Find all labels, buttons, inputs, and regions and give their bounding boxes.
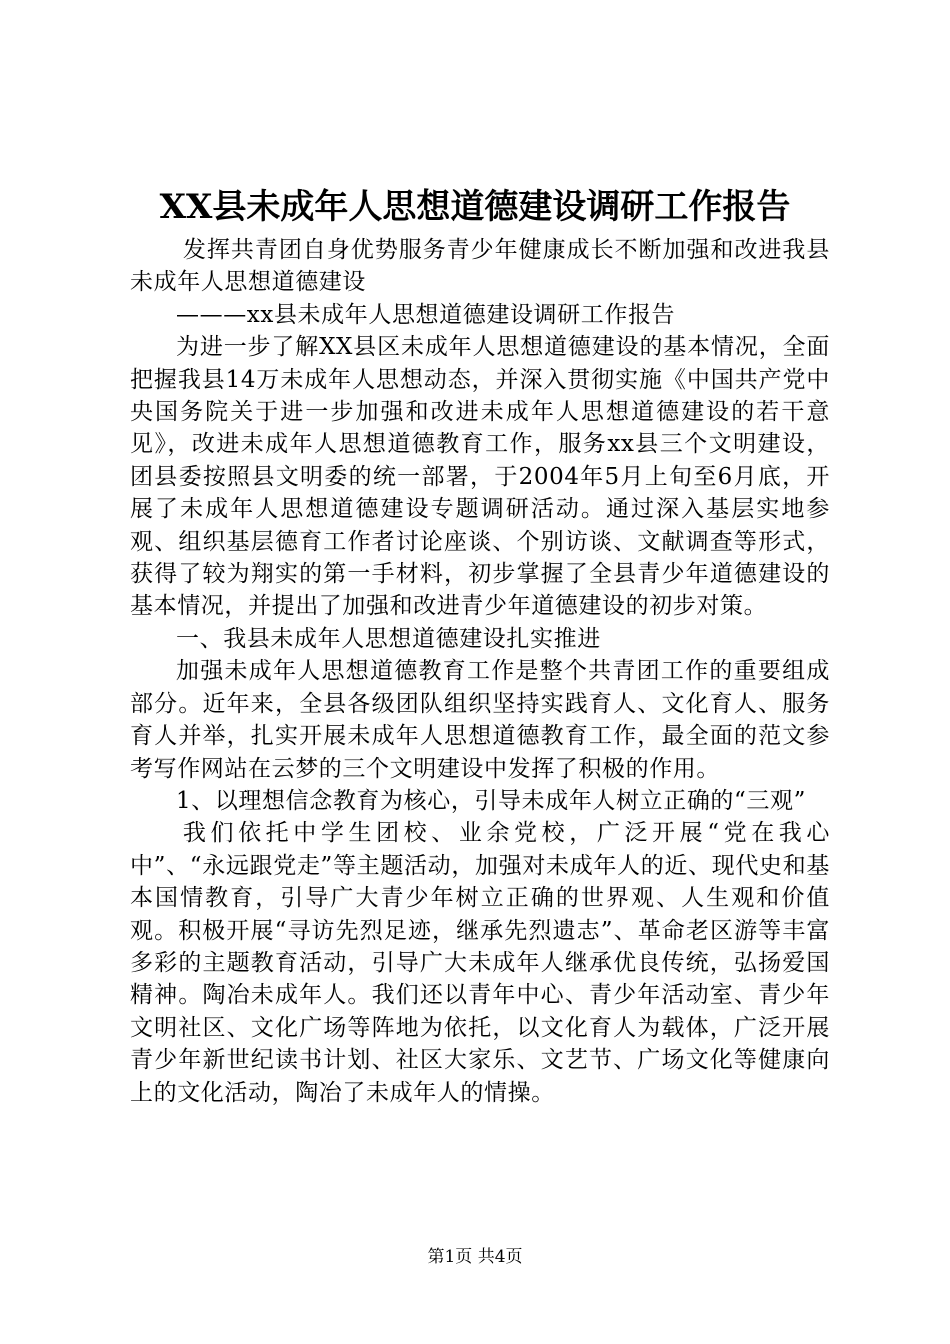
subsection-heading-1: 1、以理想信念教育为核心，引导未成年人树立正确的“三观”: [176, 787, 806, 814]
paragraph-intro: 为进一步了解XX县区未成年人思想道德建设的基本情况，全面把握我县14万未成年人思想动态，并深入贯彻实施《中国共产党中央国务院关于进一步加强和改进未成年人思想道德建设的若干意见》，改进未成年人思想道德教育工作，服务xx县三个文明建设，团县委按照县文明委的统一部署，于2004年5月上旬至6月底，开展了未成年人思想道德建设专题调研活动。通过深入基层实地参观、组织基层德育工作者讨论座谈、个别访谈、文献调查等形式，获得了较为翔实的第一手材料，初步掌握了全县青少年道德建设的基本情况，并提出了加强和改进青少年道德建设的初步对策。: [130, 334, 830, 620]
document-title: XX县未成年人思想道德建设调研工作报告: [159, 187, 791, 227]
paragraph-heading-theme: 发挥共青团自身优势服务青少年健康成长不断加强和改进我县未成年人思想道德建设: [130, 237, 830, 296]
page-number-footer: 第1页 共4页: [427, 1247, 523, 1267]
paragraph-subsection-1: 我们依托中学生团校、业余党校，广泛开展“党在我心中”、“永远跟党走”等主题活动，加强对未成年人的近、现代史和基本国情教育，引导广大青少年树立正确的世界观、人生观和价值观。积极开展“寻访先烈足迹，继承先烈遗志”、革命老区游等丰富多彩的主题教育活动，引导广大未成年人继承优良传统，弘扬爱国精神。陶冶未成年人。我们还以青年中心、青少年活动室、青少年文明社区、文化广场等阵地为依托，以文化育人为载体，广泛开展青少年新世纪读书计划、社区大家乐、文艺节、广场文化等健康向上的文化活动，陶冶了未成年人的情操。: [130, 820, 830, 1106]
section-heading-1: 一、我县未成年人思想道德建设扎实推进: [176, 625, 601, 652]
paragraph-subtitle: ———xx县未成年人思想道德建设调研工作报告: [176, 301, 676, 328]
document-body: [130, 234, 830, 1109]
paragraph-section-1: 加强未成年人思想道德教育工作是整个共青团工作的重要组成部分。近年来，全县各级团队组织坚持实践育人、文化育人、服务育人并举，扎实开展未成年人思想道德教育工作，最全面的范文参考写作网站在云梦的三个文明建设中发挥了积极的作用。: [130, 658, 830, 782]
